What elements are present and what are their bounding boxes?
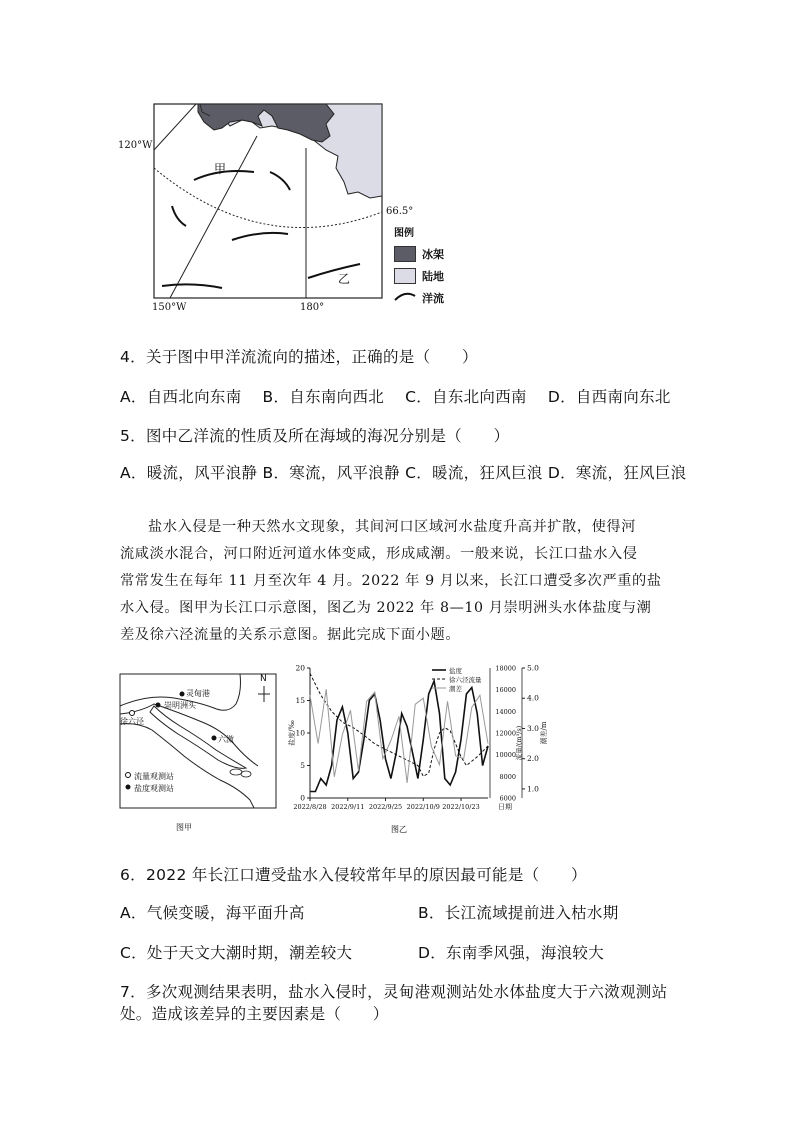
legend-salinity-station: 盐度观测站	[134, 784, 174, 793]
legend-label-1: 徐六泾流量	[449, 676, 482, 684]
label-jia: 甲	[214, 162, 227, 176]
x-tick-label: 2022/8/28	[293, 803, 327, 811]
series-solid-line	[310, 681, 488, 792]
estuary-caption: 图甲	[176, 823, 192, 832]
passage-line: 流咸淡水混合，河口附近河道水体变咸，形成咸潮。一般来说，长江口盐水入侵	[120, 546, 638, 562]
estuary-map	[118, 672, 280, 834]
q7-stem-line2: 处。造成该差异的主要因素是（ ）	[120, 1005, 389, 1023]
legend-label-land: 陆地	[422, 270, 444, 283]
station-liuyao	[212, 736, 217, 741]
x-tick-label: 2022/10/23	[442, 803, 480, 811]
ocean-current-map-drawing	[112, 98, 512, 320]
station-xuliujing	[130, 711, 135, 716]
q6-option-a: A．气候变暖，海平面升高	[120, 904, 305, 922]
legend-label-0: 盐度	[449, 667, 462, 675]
passage-line: 水入侵。图甲为长江口示意图，图乙为 2022 年 8—10 月崇明洲头水体盐度与潮	[120, 600, 652, 616]
q4-stem: 4．关于图中甲洋流流向的描述，正确的是（ ）	[120, 348, 478, 366]
north-label: N	[260, 674, 267, 684]
label-liuyao: 六滧	[218, 735, 234, 744]
x-axis-label: 日期	[498, 803, 512, 811]
label-180: 180°	[300, 302, 325, 313]
q6-option-b: B．长江流域提前进入枯水期	[418, 904, 619, 922]
y-tide-tick-label: 5.0	[527, 663, 539, 673]
legend-title: 图例	[394, 228, 414, 239]
label-120w: 120°W	[118, 140, 153, 151]
y-flow-tick-label: 8000	[499, 772, 516, 781]
label-yi: 乙	[338, 272, 351, 286]
q5-stem: 5．图中乙洋流的性质及所在海域的海况分别是（ ）	[120, 427, 510, 445]
y-flow-tick-label: 14000	[495, 707, 516, 716]
y-left-tick-label: 10	[295, 728, 305, 738]
y-tide-tick-label: 2.0	[527, 754, 539, 764]
ocean-current-map	[112, 98, 512, 320]
legend-current-icon	[394, 290, 416, 302]
passage-line: 常常发生在每年 11 月至次年 4 月。2022 年 9 月以来，长江口遭受多次严重的盐	[120, 573, 662, 589]
legend-swatch-ice	[394, 246, 416, 262]
label-66-5: 66.5°	[386, 206, 414, 217]
y-tide-tick-label: 4.0	[527, 693, 539, 703]
y-flow-tick-label: 16000	[495, 686, 516, 695]
label-xuliujing: 徐六泾	[120, 717, 144, 726]
legend-label-ice: 冰架	[422, 248, 444, 261]
q7-stem-line1: 7．多次观测结果表明，盐水入侵时，灵甸港观测站处水体盐度大于六滧观测站	[120, 983, 668, 1001]
y-tide-label: 潮差/m	[540, 721, 548, 745]
y-flow-tick-label: 18000	[495, 664, 516, 673]
salinity-chart-svg	[286, 660, 582, 836]
salinity-chart	[286, 660, 582, 836]
y-flow-label: 流量/(m³/s)	[515, 725, 523, 761]
q4-options: A．自西北向东南 B．自东南向西北 C．自东北向西南 D．自西南向东北	[120, 388, 671, 406]
station-chongming	[156, 703, 161, 708]
legend-swatch-land	[394, 268, 416, 284]
q5-options: A．暖流，风平浪静 B．寒流，风平浪静 C．暖流，狂风巨浪 D．寒流，狂风巨浪	[120, 464, 687, 482]
x-tick-label: 2022/10/9	[406, 803, 440, 811]
legend-flow-station: 流量观测站	[134, 772, 174, 781]
y-flow-tick-label: 10000	[495, 751, 516, 760]
q6-option-d: D．东南季风强，海浪较大	[418, 944, 605, 962]
y-left-label: 盐度/‰	[288, 720, 296, 746]
q6-option-c: C．处于天文大潮时期，潮差较大	[120, 944, 353, 962]
legend-label-current: 洋流	[422, 292, 444, 305]
label-150w: 150°W	[152, 302, 187, 313]
x-tick-label: 2022/9/11	[331, 803, 365, 811]
label-lingdian: 灵甸港	[186, 689, 210, 698]
q6-stem: 6．2022 年长江口遭受盐水入侵较常年早的原因最可能是（ ）	[120, 866, 587, 884]
y-left-tick-label: 0	[300, 793, 305, 803]
label-chongming: 崇明洲头	[164, 701, 196, 710]
y-flow-tick-label: 12000	[495, 729, 516, 738]
reading-passage	[120, 514, 680, 649]
x-tick-label: 2022/9/25	[368, 803, 403, 811]
y-flow-tick-label: 6000	[499, 794, 516, 803]
chart-caption: 图乙	[391, 825, 407, 834]
y-tide-tick-label: 1.0	[527, 784, 539, 794]
passage-line: 盐水入侵是一种天然水文现象，其间河口区域河水盐度升高并扩散，使得河	[148, 519, 636, 535]
legend-label-2: 潮差	[449, 685, 462, 693]
y-left-tick-label: 20	[295, 663, 305, 673]
y-left-tick-label: 15	[295, 696, 305, 705]
y-left-tick-label: 5	[300, 761, 305, 770]
passage-line: 差及徐六泾流量的关系示意图。据此完成下面小题。	[120, 627, 461, 643]
y-tide-tick-label: 3.0	[527, 723, 539, 733]
station-lingdian	[180, 692, 185, 697]
